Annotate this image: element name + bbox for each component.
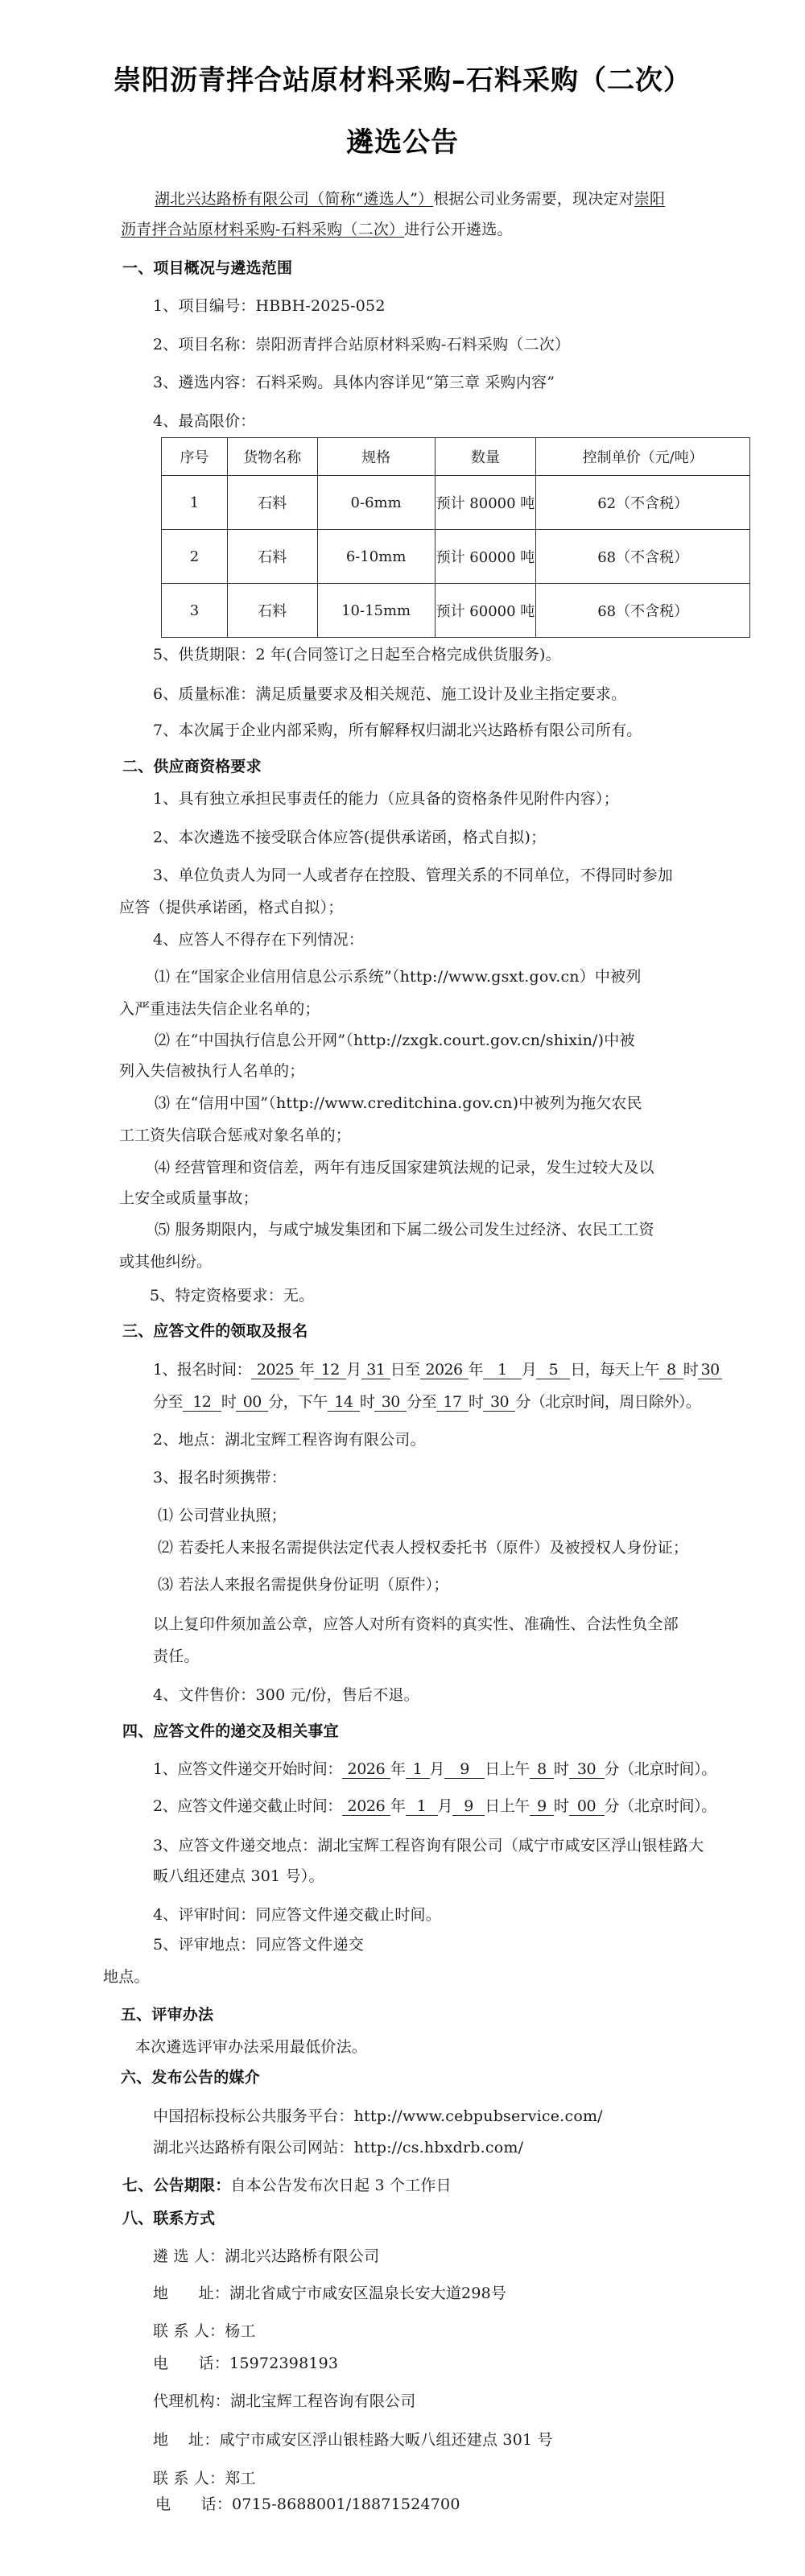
unit-minute: 分 bbox=[407, 1393, 422, 1411]
end-hour: 9 bbox=[530, 1797, 554, 1816]
cell-unit-price: 68（不含税） bbox=[536, 584, 750, 638]
copies-note-cont: 责任。 bbox=[153, 1648, 200, 1665]
media-company-website[interactable]: 湖北兴达路桥有限公司网站：http://cs.hbxdrb.com/ bbox=[153, 2139, 524, 2156]
qualification-item-3-cont: 应答（提供承诺函，格式自拟）； bbox=[119, 899, 344, 916]
end-year: 2026 bbox=[342, 1797, 390, 1816]
contact-agency-phone bbox=[155, 2495, 460, 2514]
table-row bbox=[162, 476, 750, 530]
submission-end-time bbox=[153, 1797, 716, 1816]
unit-to: 至 bbox=[421, 1393, 437, 1411]
quality-standard: 6、质量标准：满足质量要求及相关规范、施工设计及业主指定要求。 bbox=[153, 685, 627, 703]
document-title-line2: 遴选公告 bbox=[346, 126, 459, 159]
contact-selector bbox=[153, 2247, 379, 2266]
qualification-item-2: 2、本次遴选不接受联合体应答(提供承诺函，格式自拟)； bbox=[153, 829, 547, 846]
am-start-hour: 8 bbox=[659, 1361, 683, 1379]
col-header-index: 序号 bbox=[162, 438, 228, 476]
table-row bbox=[162, 584, 750, 638]
qualification-item-5: 5、特定资格要求：无。 bbox=[150, 1287, 315, 1305]
cell-quantity: 预计 60000 吨 bbox=[435, 530, 536, 584]
contact-selector-person bbox=[153, 2322, 256, 2341]
contact-value: 杨工 bbox=[225, 2322, 256, 2340]
table-header-row bbox=[162, 438, 750, 476]
review-location: 5、评审地点：同应答文件递交 bbox=[153, 1936, 364, 1954]
intro-paragraph-line1 bbox=[155, 189, 665, 209]
unit-to: 至 bbox=[405, 1361, 420, 1379]
pm-end-hour: 17 bbox=[436, 1393, 469, 1412]
registration-time bbox=[153, 1360, 722, 1379]
section2-heading: 二、供应商资格要求 bbox=[122, 758, 262, 775]
section6-heading: 六、发布公告的媒介 bbox=[121, 2069, 260, 2086]
cell-quantity: 预计 60000 吨 bbox=[435, 584, 536, 638]
unit-hour: 时 bbox=[221, 1393, 237, 1411]
unit-month: 月 bbox=[521, 1361, 537, 1379]
timezone-note: （北京时间）。 bbox=[619, 1760, 716, 1778]
reg-end-day: 5 bbox=[536, 1361, 570, 1379]
pm-start-hour: 14 bbox=[328, 1393, 360, 1412]
contact-label: 代理机构： bbox=[153, 2392, 231, 2410]
unit-day-am: 日上午 bbox=[485, 1797, 530, 1815]
unit-day: 日 bbox=[570, 1361, 585, 1379]
registration-bring-label: 3、报名时须携带： bbox=[153, 1469, 287, 1486]
contact-label: 遴 选 人： bbox=[153, 2247, 225, 2265]
document-title-line1: 崇阳沥青拌合站原材料采购–石料采购（二次） bbox=[114, 64, 691, 97]
review-method: 本次遴选评审办法采用最低价法。 bbox=[135, 2038, 368, 2056]
cell-index: 3 bbox=[162, 584, 228, 638]
cell-spec: 6-10mm bbox=[317, 530, 435, 584]
start-day: 9 bbox=[444, 1760, 485, 1779]
contact-label: 地 址： bbox=[153, 2284, 230, 2302]
unit-minute: 分 bbox=[604, 1760, 620, 1778]
contact-selector-phone bbox=[153, 2354, 338, 2373]
media-cebpubservice[interactable]: 中国招标投标公共服务平台：http://www.cebpubservice.com/ bbox=[153, 2107, 603, 2125]
cell-quantity: 预计 80000 吨 bbox=[435, 476, 536, 530]
submission-location: 3、应答文件递交地点：湖北宝辉工程咨询有限公司（咸宁市咸安区浮山银桂路大 bbox=[153, 1837, 704, 1854]
cell-unit-price: 68（不含税） bbox=[536, 530, 750, 584]
section5-heading: 五、评审办法 bbox=[121, 2006, 214, 2024]
submission-start-time bbox=[153, 1759, 716, 1779]
col-header-unit-price: 控制单价（元/吨） bbox=[536, 438, 750, 476]
section7-heading: 七、公告期限： bbox=[122, 2177, 231, 2194]
cell-spec: 0-6mm bbox=[317, 476, 435, 530]
unit-hour: 时 bbox=[553, 1797, 569, 1815]
unit-day: 日 bbox=[390, 1361, 406, 1379]
start-year: 2026 bbox=[342, 1760, 390, 1779]
cell-index: 1 bbox=[162, 476, 228, 530]
exclusion-5: ⑸ 服务期限内，与咸宁城发集团和下属二级公司发生过经济、农民工工资 bbox=[155, 1221, 654, 1238]
project-name: 2、项目名称：崇阳沥青拌合站原材料采购-石料采购（二次） bbox=[153, 336, 571, 354]
copies-note: 以上复印件须加盖公章，应答人对所有资料的真实性、准确性、合法性负全部 bbox=[153, 1615, 679, 1633]
unit-month: 月 bbox=[437, 1797, 453, 1815]
registration-location: 2、地点：湖北宝辉工程咨询有限公司。 bbox=[153, 1431, 426, 1449]
interpretation-right: 7、本次属于企业内部采购，所有解释权归湖北兴达路桥有限公司所有。 bbox=[153, 722, 642, 739]
announcement-period-text: 自本公告发布次日起 3 个工作日 bbox=[230, 2177, 452, 2194]
intro-org: 湖北兴达路桥有限公司（简称“遴选人”） bbox=[155, 190, 434, 208]
contact-value: 咸宁市咸安区浮山银桂路大畈八组还建点 301 号 bbox=[219, 2431, 553, 2449]
end-day: 9 bbox=[452, 1797, 485, 1816]
intro-project-part1: 崇阳 bbox=[634, 190, 666, 208]
exclusion-1: ⑴ 在“国家企业信用信息公示系统”（http://www.gsxt.gov.cn）中被列 bbox=[155, 968, 642, 986]
unit-minute: 分 bbox=[153, 1393, 168, 1411]
contact-agency bbox=[153, 2392, 415, 2411]
contact-value: 湖北省咸宁市咸安区温泉长安大道298号 bbox=[229, 2284, 507, 2302]
review-time: 4、评审时间：同应答文件递交截止时间。 bbox=[153, 1906, 441, 1924]
timezone-note: （北京时间）。 bbox=[619, 1797, 716, 1815]
exclusion-1-cont: 入严重违法失信企业名单的； bbox=[119, 1000, 320, 1018]
exclusion-4-cont: 上安全或质量事故； bbox=[119, 1189, 258, 1207]
section3-heading: 三、应答文件的领取及报名 bbox=[122, 1322, 308, 1340]
exclusion-3-cont: 工工资失信联合惩戒对象名单的； bbox=[119, 1127, 352, 1144]
start-month: 1 bbox=[406, 1760, 430, 1779]
contact-value: 湖北宝辉工程咨询有限公司 bbox=[230, 2392, 416, 2410]
selection-content: 3、遴选内容：石料采购。具体内容详见“第三章 采购内容” bbox=[153, 374, 555, 391]
exclusion-2: ⑵ 在“中国执行信息公开网”（http://zxgk.court.gov.cn/shixin/)中被 bbox=[155, 1032, 635, 1049]
cell-spec: 10-15mm bbox=[317, 584, 435, 638]
submission-start-label: 1、应答文件递交开始时间： bbox=[153, 1760, 342, 1778]
pm-end-minute: 30 bbox=[483, 1393, 515, 1412]
reg-end-month: 1 bbox=[483, 1361, 522, 1379]
contact-label: 联 系 人： bbox=[153, 2470, 225, 2487]
registration-time-cont bbox=[153, 1392, 700, 1412]
end-month: 1 bbox=[406, 1797, 438, 1816]
contact-selector-address bbox=[153, 2284, 506, 2303]
contact-label: 电 话： bbox=[153, 2355, 230, 2372]
contact-value: 郑工 bbox=[225, 2470, 256, 2487]
intro-tail: 进行公开遴选。 bbox=[404, 221, 513, 238]
submission-end-label: 2、应答文件递交截止时间： bbox=[153, 1797, 342, 1815]
unit-year: 年 bbox=[468, 1361, 483, 1379]
qualification-item-3: 3、单位负责人为同一人或者存在控股、管理关系的不同单位，不得同时参加 bbox=[153, 866, 673, 884]
exclusion-4: ⑷ 经营管理和资信差，两年有违反国家建筑法规的记录，发生过较大及以 bbox=[155, 1159, 654, 1176]
unit-year: 年 bbox=[390, 1797, 406, 1815]
announcement-period bbox=[122, 2176, 452, 2195]
unit-hour: 时 bbox=[359, 1393, 375, 1411]
section8-heading: 八、联系方式 bbox=[122, 2210, 216, 2227]
col-header-goods: 货物名称 bbox=[227, 438, 317, 476]
contact-label: 联 系 人： bbox=[153, 2322, 225, 2340]
contact-value: 15972398193 bbox=[229, 2355, 339, 2372]
unit-to: 至 bbox=[167, 1393, 183, 1411]
unit-minute: 分 bbox=[268, 1393, 283, 1411]
qualification-item-1: 1、具有独立承担民事责任的能力（应具备的资格条件见附件内容）； bbox=[153, 790, 619, 808]
daily-am-label: ，每天上午 bbox=[584, 1361, 659, 1379]
submission-location-cont: 畈八组还建点 301 号）。 bbox=[153, 1867, 324, 1885]
unit-day-am: 日上午 bbox=[485, 1760, 530, 1778]
col-header-spec: 规格 bbox=[317, 438, 435, 476]
am-end-hour: 12 bbox=[183, 1393, 221, 1412]
cell-goods: 石料 bbox=[227, 584, 317, 638]
unit-minute: 分 bbox=[604, 1797, 620, 1815]
col-header-quantity: 数量 bbox=[435, 438, 536, 476]
unit-year: 年 bbox=[390, 1760, 406, 1778]
intro-middle: 根据公司业务需要，现决定对 bbox=[433, 190, 634, 208]
intro-paragraph-line2 bbox=[121, 220, 513, 239]
timezone-note: （北京时间，周日除外）。 bbox=[530, 1393, 701, 1411]
contact-value: 0715-8688001/18871524700 bbox=[232, 2495, 460, 2513]
am-start-minute: 30 bbox=[698, 1361, 722, 1379]
intro-project-part2: 沥青拌合站原材料采购-石料采购（二次） bbox=[121, 221, 405, 238]
am-end-minute: 00 bbox=[236, 1393, 268, 1412]
exclusion-3: ⑶ 在“信用中国”（http://www.creditchina.gov.cn)中被列为拖欠农民 bbox=[155, 1094, 642, 1112]
cell-goods: 石料 bbox=[227, 530, 317, 584]
supply-period: 5、供货期限：2 年(合同签订之日起至合格完成供货服务)。 bbox=[153, 646, 561, 664]
project-number: 1、项目编号：HBBH-2025-052 bbox=[153, 297, 386, 315]
contact-label: 电 话： bbox=[155, 2495, 233, 2513]
unit-year: 年 bbox=[299, 1361, 315, 1379]
contact-value: 湖北兴达路桥有限公司 bbox=[225, 2247, 380, 2265]
cell-index: 2 bbox=[162, 530, 228, 584]
cell-goods: 石料 bbox=[227, 476, 317, 530]
start-minute: 30 bbox=[569, 1760, 605, 1779]
exclusion-5-cont: 或其他纠纷。 bbox=[119, 1253, 213, 1271]
cell-unit-price: 62（不含税） bbox=[536, 476, 750, 530]
unit-month: 月 bbox=[429, 1760, 445, 1778]
contact-label: 地 址： bbox=[153, 2431, 220, 2449]
unit-hour: 时 bbox=[553, 1760, 569, 1778]
review-location-cont: 地点。 bbox=[103, 1968, 150, 1986]
contact-agency-address bbox=[153, 2430, 553, 2450]
document-price: 4、文件售价：300 元/份，售后不退。 bbox=[153, 1686, 419, 1704]
unit-hour: 时 bbox=[469, 1393, 484, 1411]
pm-start-minute: 30 bbox=[374, 1393, 407, 1412]
bring-item-1: ⑴ 公司营业执照； bbox=[158, 1507, 287, 1524]
start-hour: 8 bbox=[530, 1760, 554, 1779]
bring-item-3: ⑶ 若法人来报名需提供身份证明（原件）； bbox=[158, 1576, 449, 1594]
unit-hour: 时 bbox=[683, 1361, 699, 1379]
reg-end-year: 2026 bbox=[420, 1361, 469, 1379]
unit-month: 月 bbox=[346, 1361, 361, 1379]
section4-heading: 四、应答文件的递交及相关事宜 bbox=[122, 1722, 339, 1740]
reg-start-month: 12 bbox=[314, 1361, 346, 1379]
section1-heading: 一、项目概况与遴选范围 bbox=[122, 259, 293, 277]
table-row bbox=[162, 530, 750, 584]
contact-agency-person bbox=[153, 2469, 256, 2488]
registration-time-label: 1、报名时间： bbox=[153, 1361, 251, 1379]
qualification-item-4: 4、应答人不得存在下列情况： bbox=[153, 931, 364, 949]
exclusion-2-cont: 列入失信被执行人名单的； bbox=[119, 1062, 305, 1080]
bring-item-2: ⑵ 若委托人来报名需提供法定代表人授权委托书（原件）及被授权人身份证； bbox=[158, 1539, 689, 1557]
unit-minute: 分 bbox=[515, 1393, 530, 1411]
pm-label: ，下午 bbox=[283, 1393, 328, 1411]
max-price-label: 4、最高限价： bbox=[153, 412, 256, 430]
price-limit-table bbox=[161, 437, 750, 638]
end-minute: 00 bbox=[569, 1797, 605, 1816]
reg-start-day: 31 bbox=[361, 1361, 390, 1379]
reg-start-year: 2025 bbox=[251, 1361, 299, 1379]
